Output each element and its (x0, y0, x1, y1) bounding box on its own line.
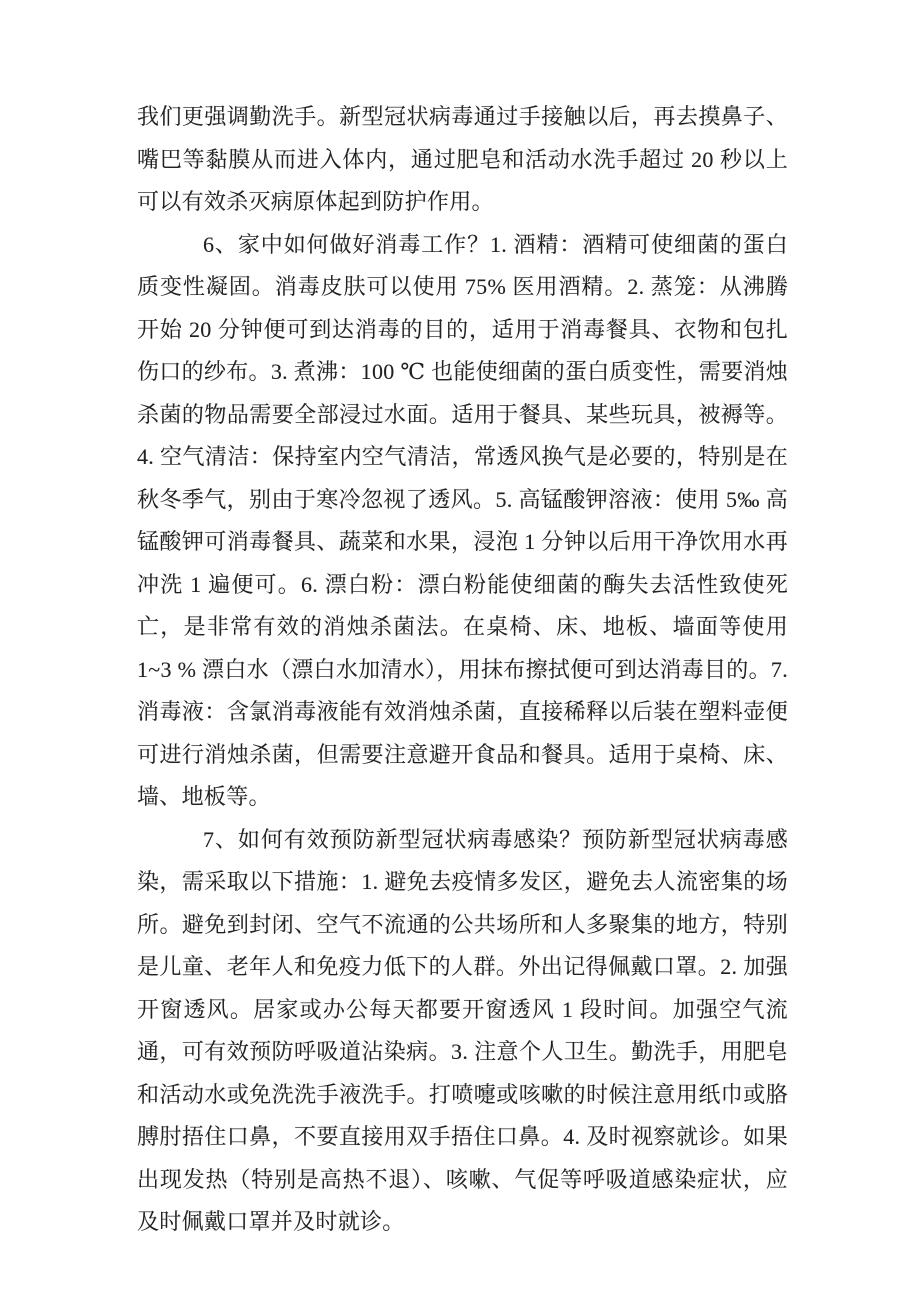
document-text-block (137, 96, 788, 1244)
paragraph-infection-prevention: 7、如何有效预防新型冠状病毒感染？预防新型冠状病毒感染，需采取以下措施：1. 避免去疫情多发区，避免去人流密集的场所。避免到封闭、空气不流通的公共场所和人多聚集的地方，特别是儿童、老年人和免疫力低下的人群。外出记得佩戴口罩。2. 加强开窗透风。居家或办公每天都要开窗透风 1 段时间。加强空气流通，可有效预防呼吸道沾染病。3. 注意个人卫生。勤洗手，用肥皂和活动水或免洗洗手液洗手。打喷嚏或咳嗽的时候注意用纸巾或胳膊肘捂住口鼻，不要直接用双手捂住口鼻。4. 及时视察就诊。如果出现发热（特别是高热不退）、咳嗽、气促等呼吸道感染症状，应及时佩戴口罩并及时就诊。 (137, 826, 788, 1234)
paragraph-handwashing: 我们更强调勤洗手。新型冠状病毒通过手接触以后，再去摸鼻子、嘴巴等黏膜从而进入体内，通过肥皂和活动水洗手超过 20 秒以上可以有效杀灭病原体起到防护作用。 (137, 104, 788, 214)
paragraph-home-disinfection: 6、家中如何做好消毒工作？1. 酒精：酒精可使细菌的蛋白质变性凝固。消毒皮肤可以使用 75% 医用酒精。2. 蒸笼：从沸腾开始 20 分钟便可到达消毒的目的，适用于消毒餐具、衣物和包扎伤口的纱布。3. 煮沸：100 ℃ 也能使细菌的蛋白质变性，需要消烛杀菌的物品需要全部浸过水面。适用于餐具、某些玩具，被褥等。4. 空气清洁：保持室内空气清洁，常透风换气是必要的，特别是在秋冬季气，别由于寒冷忽视了透风。5. 高锰酸钾溶液：使用 5‰ 高锰酸钾可消毒餐具、蔬菜和水果，浸泡 1 分钟以后用干净饮用水再冲洗 1 遍便可。6. 漂白粉：漂白粉能使细菌的酶失去活性致使死亡，是非常有效的消烛杀菌法。在桌椅、床、地板、墙面等使用 1~3 % 漂白水（漂白水加清水），用抹布擦拭便可到达消毒目的。7. 消毒液：含氯消毒液能有效消烛杀菌，直接稀释以后装在塑料壶便可进行消烛杀菌，但需要注意避开食品和餐具。适用于桌椅、床、墙、地板等。 (137, 231, 788, 809)
